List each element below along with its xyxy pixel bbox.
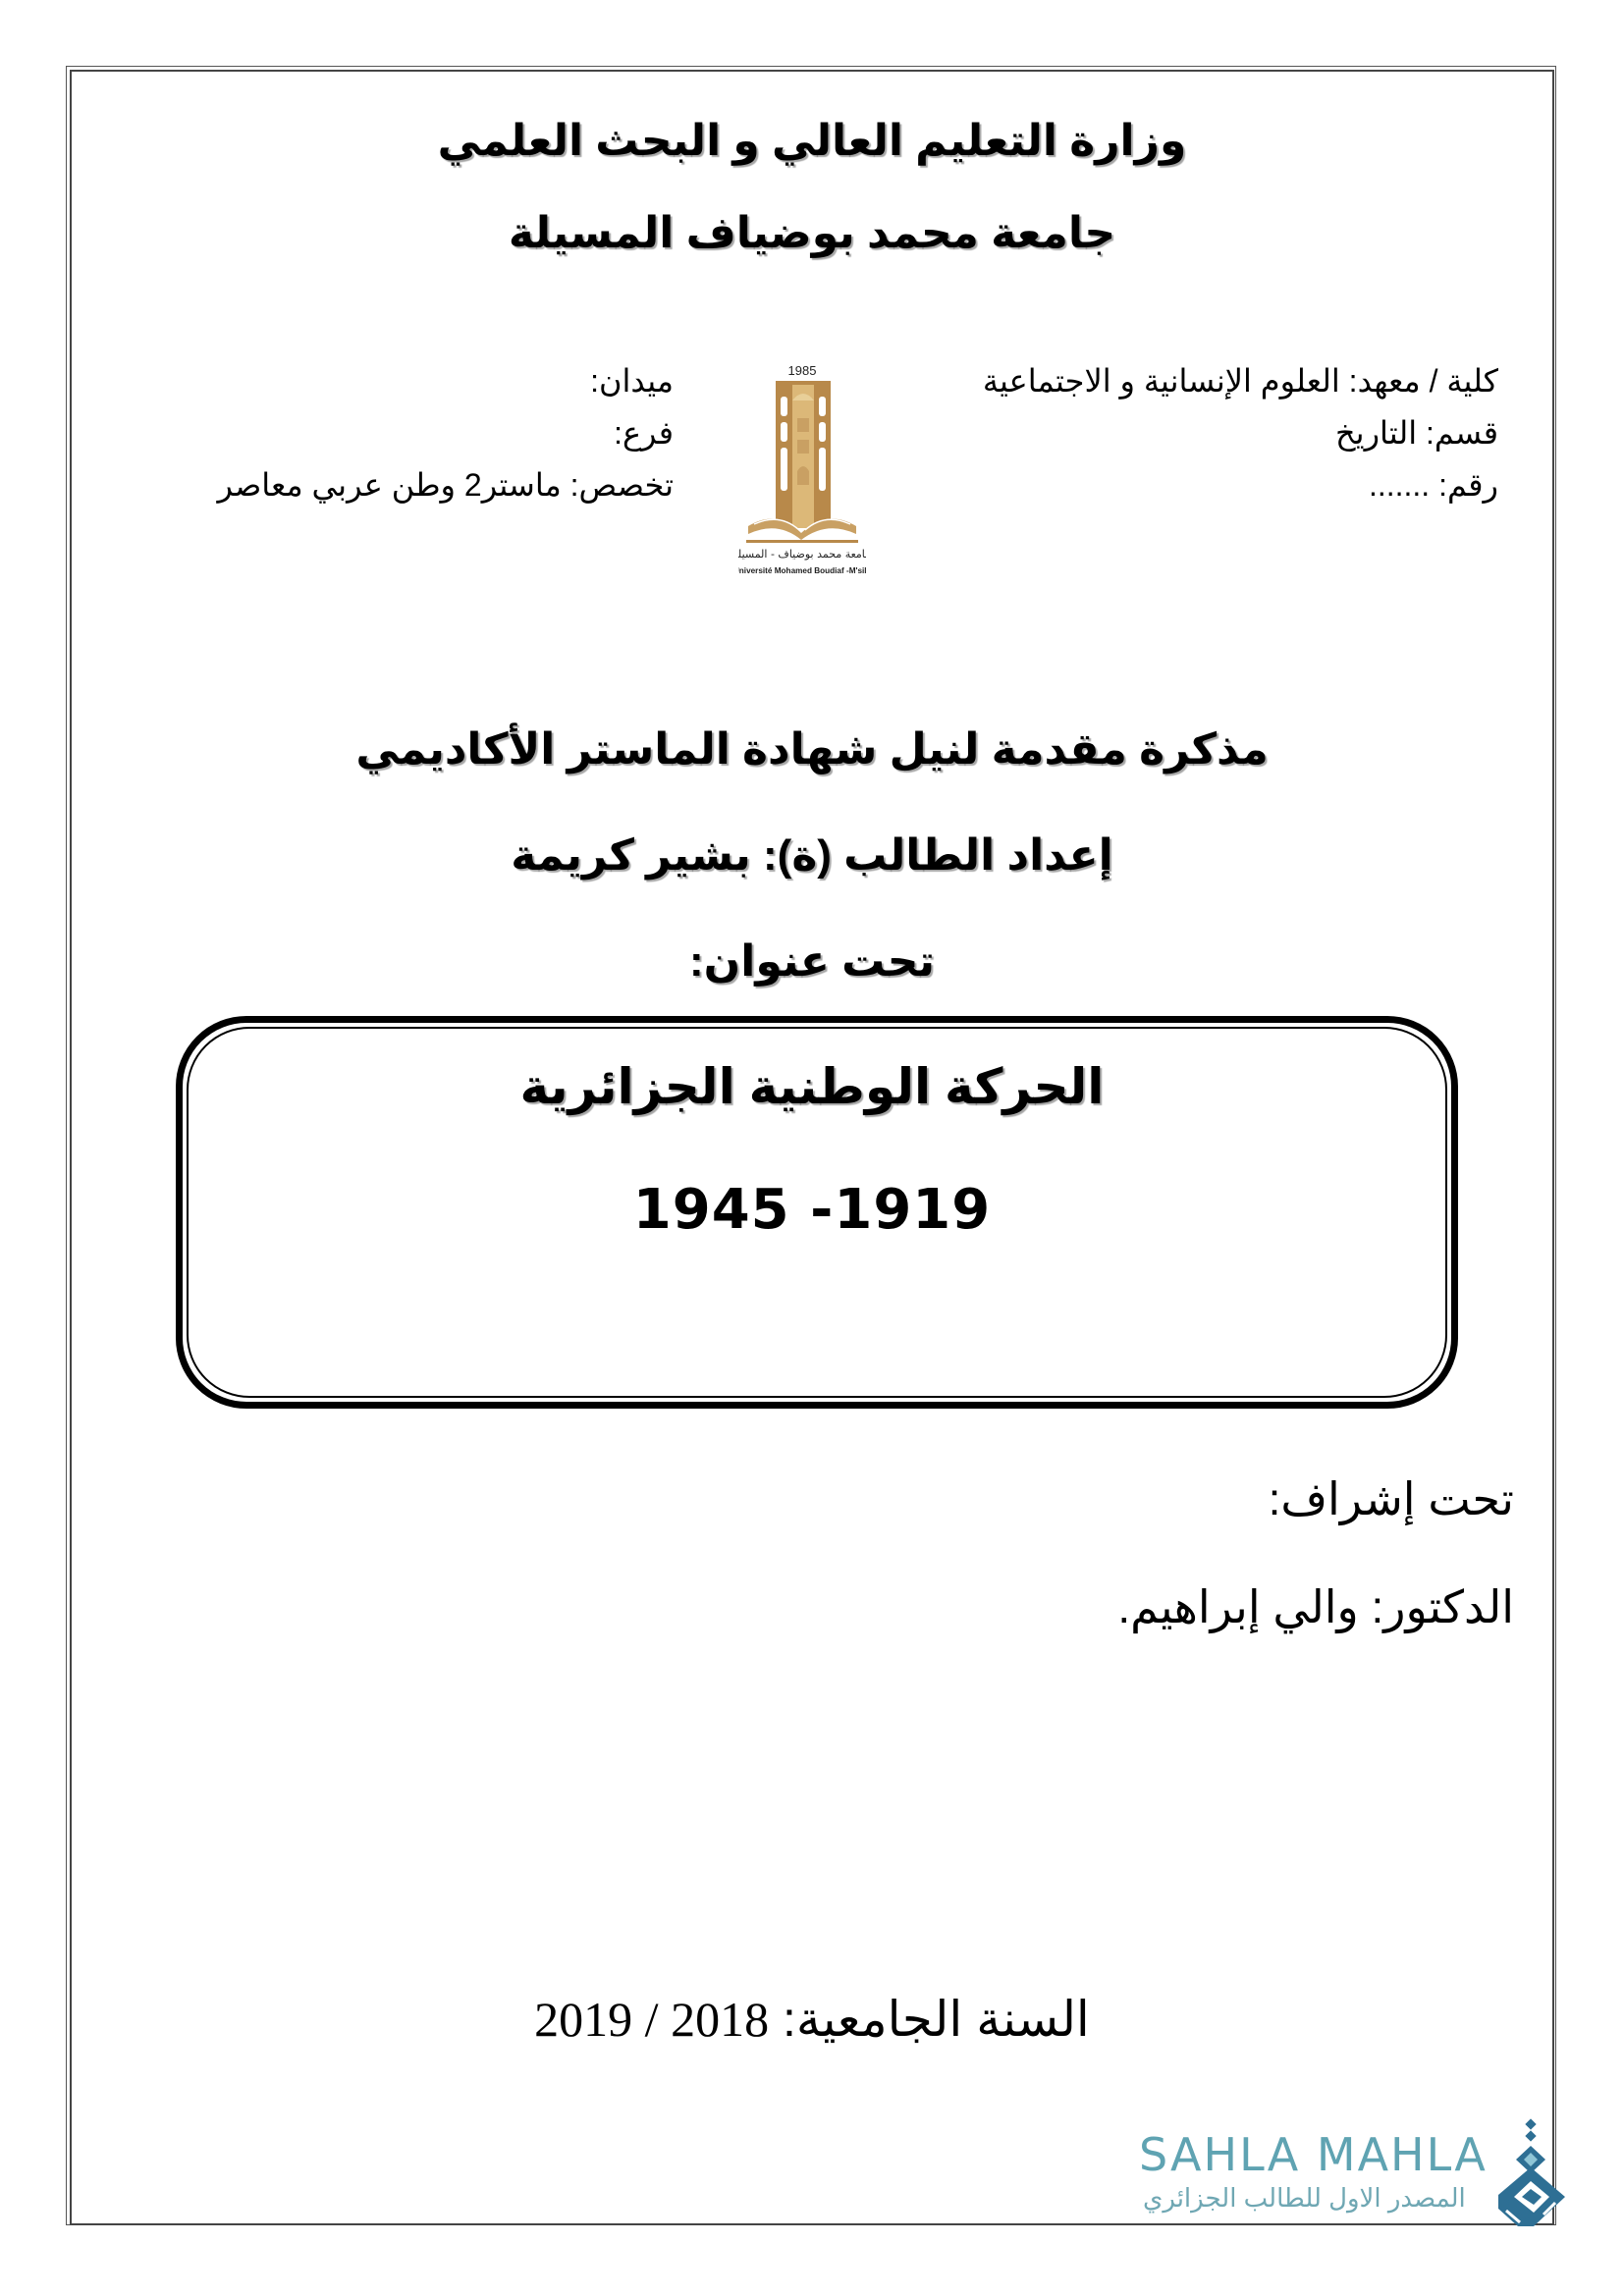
branch-line: فرع: xyxy=(614,415,674,451)
supervisor-name: الدكتور: والي إبراهيم. xyxy=(1117,1581,1514,1632)
logo-name-fr: Université Mohamed Boudiaf -M'sila xyxy=(738,566,866,575)
watermark-brand: SAHLA MAHLA xyxy=(1139,2128,1488,2181)
supervision-label: تحت إشراف: xyxy=(1268,1473,1514,1524)
logo-name-ar: جامعة محمد بوضياف - المسيلة xyxy=(738,548,866,561)
student-name: إعداد الطالب (ة): بشير كريمة xyxy=(511,831,1113,880)
faculty-line: كلية / معهد: العلوم الإنسانية و الاجتماعية xyxy=(982,363,1498,399)
university-tower-icon xyxy=(738,361,866,582)
university-heading: جامعة محمد بوضياف المسيلة xyxy=(508,209,1116,257)
sahla-mahla-watermark xyxy=(1139,2128,1571,2226)
thesis-dates: 1919- 1945 xyxy=(632,1178,992,1242)
academic-year xyxy=(0,1991,1624,2048)
faculty-info-block xyxy=(909,355,1498,511)
thesis-title: الحركة الوطنية الجزائرية xyxy=(519,1059,1105,1114)
field-line: ميدان: xyxy=(590,363,674,399)
watermark-tagline: المصدر الاول للطالب الجزائري xyxy=(1143,2183,1466,2213)
university-logo xyxy=(738,361,866,582)
number-line: رقم: ....... xyxy=(1368,467,1498,503)
logo-year: 1985 xyxy=(787,363,817,378)
memo-heading: مذكرة مقدمة لنيل شهادة الماستر الأكاديمي xyxy=(355,725,1269,774)
specialty-line: تخصص: ماستر2 وطن عربي معاصر xyxy=(217,467,674,503)
under-title-label: تحت عنوان: xyxy=(689,937,935,986)
sahla-mahla-logo-icon xyxy=(1494,2116,1569,2234)
ministry-heading: وزارة التعليم العالي و البحث العلمي xyxy=(437,117,1187,165)
academic-year-value: 2018 / 2019 xyxy=(534,1992,770,2047)
field-info-block xyxy=(124,355,674,511)
department-line: قسم: التاريخ xyxy=(1335,415,1498,451)
academic-year-label: السنة الجامعية: xyxy=(782,1992,1090,2047)
